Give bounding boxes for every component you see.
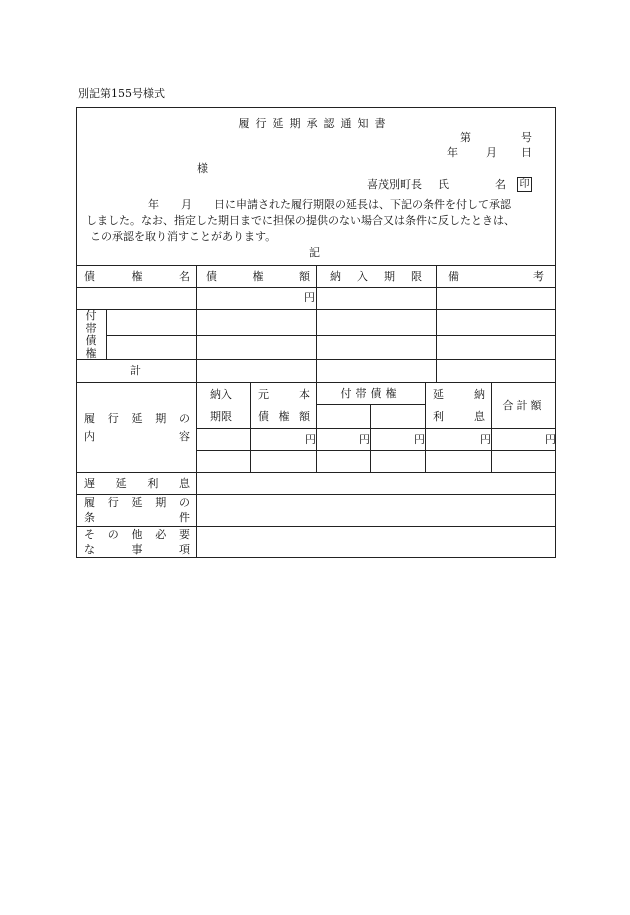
form-number-label: 別記第155号様式 — [78, 87, 165, 100]
subheader-delay-1: 延 納 — [433, 388, 485, 401]
delay-interest-label: 遅 延 利 息 — [84, 477, 190, 490]
subheader-delay-2: 利 息 — [433, 410, 485, 423]
extension-content-label-2: 内 容 — [84, 430, 190, 443]
date-month: 月 — [486, 146, 497, 159]
yen-unit: 円 — [480, 433, 491, 446]
number-dai: 第 — [460, 131, 471, 144]
yen-unit: 円 — [305, 433, 316, 446]
yen-unit: 円 — [545, 433, 556, 446]
subheader-payment-1: 納入 — [210, 388, 232, 401]
issuer-position: 喜茂別町長 — [367, 178, 422, 191]
body-line-1: 年 月 日に申請された履行期限の延長は、下記の条件を付して承認 — [148, 198, 511, 211]
header-payment-due: 納 入 期 限 — [330, 270, 422, 283]
rule — [370, 404, 371, 472]
rule — [425, 382, 426, 472]
document-title: 履行延期承認通知書 — [238, 117, 392, 130]
yen-unit: 円 — [304, 291, 315, 304]
other-matters-label-2: な 事 項 — [84, 543, 190, 556]
rule — [436, 265, 437, 382]
rule — [106, 335, 556, 336]
other-matters-label-1: そ の 他 必 要 — [84, 528, 190, 541]
ki-label: 記 — [309, 246, 320, 259]
rule — [196, 265, 197, 558]
total-label: 計 — [130, 364, 141, 377]
subheader-principal-2: 債 権 額 — [258, 410, 310, 423]
header-remarks: 備 考 — [448, 270, 544, 283]
header-claim-name: 債 権 名 — [84, 270, 190, 283]
yen-unit: 円 — [359, 433, 370, 446]
rule — [316, 265, 317, 382]
date-day: 日 — [521, 146, 532, 159]
body-line-2: しました。なお、指定した期日までに担保の提供のない場合又は条件に反したときは、 — [86, 214, 515, 227]
rule — [76, 472, 556, 473]
extension-condition-label-1: 履 行 延 期 の — [84, 496, 190, 509]
subheader-sum: 合計額 — [502, 399, 545, 412]
issuer-shi: 氏 — [438, 178, 449, 191]
header-claim-amount: 債 権 額 — [206, 270, 310, 283]
rule — [76, 494, 556, 495]
attached-claims-label: 付帯債権 — [85, 309, 97, 360]
rule — [76, 526, 556, 527]
subheader-attached: 付帯債権 — [340, 387, 401, 400]
addressee-suffix: 様 — [197, 162, 208, 175]
date-year: 年 — [447, 146, 458, 159]
yen-unit: 円 — [414, 433, 425, 446]
number-go: 号 — [521, 131, 532, 144]
subheader-principal-1: 元 本 — [258, 388, 310, 401]
seal-mark: 印 — [517, 177, 532, 192]
rule — [250, 382, 251, 472]
rule — [491, 382, 492, 472]
extension-content-label-1: 履 行 延 期 の — [84, 412, 190, 425]
issuer-na: 名 — [495, 178, 506, 191]
subheader-payment-2: 期限 — [210, 410, 232, 423]
body-line-3: この承認を取り消すことがあります。 — [90, 230, 277, 243]
extension-condition-label-2: 条 件 — [84, 511, 190, 524]
rule — [106, 309, 107, 359]
